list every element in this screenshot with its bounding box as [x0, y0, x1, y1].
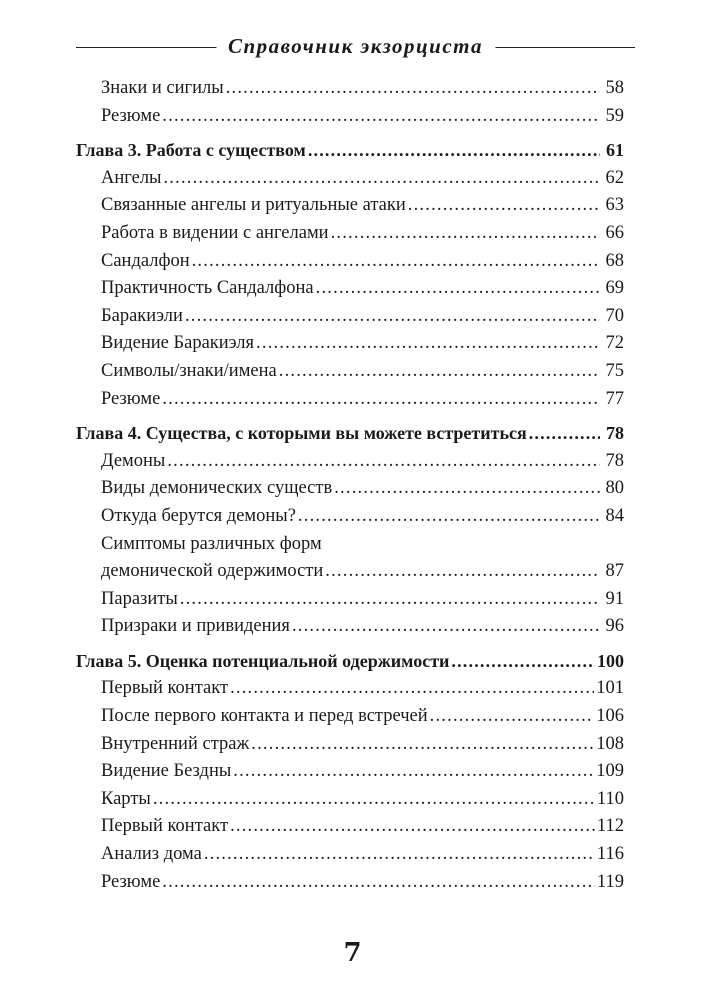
toc-entry-label: После первого контакта и перед встречей [101, 706, 428, 727]
toc-entry [76, 703, 624, 731]
toc-entry [76, 869, 624, 897]
toc-entry-page: 77 [605, 388, 624, 409]
dot-leader [451, 648, 595, 676]
toc-entry [76, 758, 624, 786]
dot-leader [279, 358, 600, 386]
dot-leader [153, 786, 595, 814]
toc-entry-page: 110 [596, 788, 624, 809]
toc-entry [76, 786, 624, 814]
dot-leader [251, 731, 594, 759]
toc-entry [76, 248, 624, 276]
dot-leader [529, 420, 600, 448]
toc-entry-label: Резюме [101, 871, 161, 892]
toc-entry-page: 109 [596, 761, 624, 782]
page-number: 7 [343, 938, 362, 968]
toc-entry [76, 165, 624, 193]
chapter-page: 100 [597, 650, 624, 671]
dot-leader [162, 103, 600, 131]
dot-leader [308, 137, 600, 165]
dot-leader [167, 448, 600, 476]
dot-leader [233, 758, 594, 786]
toc-entry-page: 119 [596, 871, 624, 892]
toc-entry-page: 80 [605, 478, 624, 499]
dot-leader [334, 475, 600, 503]
toc-entry-label: Внутренний страж [101, 733, 250, 754]
dot-leader [256, 330, 600, 358]
toc-entry [76, 613, 624, 641]
dot-leader [162, 386, 600, 414]
toc-entry-label: Карты [101, 788, 151, 809]
chapter-page: 78 [606, 423, 624, 444]
toc-entry [76, 386, 624, 414]
dot-leader [230, 813, 595, 841]
book-title: Справочник экзорциста [216, 34, 495, 59]
toc-entry [76, 303, 624, 331]
toc-entry-page: 59 [605, 105, 624, 126]
toc-entry-label: Демоны [101, 450, 166, 471]
toc-entry [76, 558, 624, 586]
toc-chapter-3 [76, 137, 624, 165]
toc-entry-label: Призраки и привидения [101, 616, 290, 637]
dot-leader [408, 192, 600, 220]
toc-entry-label: Первый контакт [101, 678, 229, 699]
dot-leader [316, 275, 600, 303]
toc-entry [76, 275, 624, 303]
toc-entry-label: Сандалфон [101, 250, 190, 271]
toc-entry-page: 116 [596, 844, 624, 865]
dot-leader [292, 613, 600, 641]
toc-entry-page: 58 [605, 78, 624, 98]
toc-entry-page: 63 [605, 195, 624, 216]
toc-entry-page: 112 [596, 816, 624, 837]
toc-entry-page: 70 [605, 305, 624, 326]
dot-leader [163, 165, 600, 193]
toc-entry-page: 72 [605, 333, 624, 354]
toc-entry-page: 96 [605, 616, 624, 637]
running-header [76, 30, 635, 66]
toc-entry-label: Резюме [101, 105, 161, 126]
toc-entry-page: 101 [596, 678, 624, 699]
dot-leader [325, 558, 600, 586]
dot-leader [430, 703, 595, 731]
toc-entry-label: Символы/знаки/имена [101, 360, 277, 381]
dot-leader [331, 220, 600, 248]
toc-entry-label: Видение Баракиэля [101, 333, 255, 354]
chapter-title: Глава 3. Работа с существом [76, 140, 306, 161]
toc-entry [76, 813, 624, 841]
toc-entry [76, 503, 624, 531]
toc-entry [76, 358, 624, 386]
dot-leader [230, 675, 594, 703]
toc-entry-first-line [76, 531, 624, 559]
toc-entry-label: Знаки и сигилы [101, 78, 224, 98]
toc-entry-page: 87 [605, 561, 624, 582]
toc-entry [76, 192, 624, 220]
toc-entry-label: Первый контакт [101, 816, 229, 837]
toc-entry-label: Практичность Сандалфона [101, 278, 314, 299]
toc-entry-page: 68 [605, 250, 624, 271]
toc-entry-label: демонической одержимости [101, 561, 324, 582]
toc-entry-page: 108 [596, 733, 624, 754]
toc-entry-label: Работа в видении с ангелами [101, 222, 329, 243]
toc-entry-page: 84 [605, 505, 624, 526]
toc-entry [76, 330, 624, 358]
toc-entry [76, 731, 624, 759]
toc-entry-page: 91 [605, 588, 624, 609]
dot-leader [226, 75, 600, 103]
toc-entry-label: Резюме [101, 388, 161, 409]
toc-entry-label: Откуда берутся демоны? [101, 505, 296, 526]
toc-entry [76, 841, 624, 869]
chapter-title: Глава 5. Оценка потенциальной одержимости [76, 650, 450, 671]
dot-leader [204, 841, 595, 869]
dot-leader [162, 869, 595, 897]
dot-leader [298, 503, 600, 531]
toc-entry [76, 586, 624, 614]
toc-entry-page: 69 [605, 278, 624, 299]
toc-entry [76, 220, 624, 248]
toc-entry-label: Видение Бездны [101, 761, 232, 782]
toc-entry [76, 448, 624, 476]
toc-entry-label: Анализ дома [101, 844, 202, 865]
toc-entry [76, 475, 624, 503]
toc-chapter-4 [76, 420, 624, 448]
toc-entry-label: Паразиты [101, 588, 178, 609]
toc-entry-label: Баракиэли [101, 305, 183, 326]
toc-entry-label: Симптомы различных форм [101, 533, 322, 554]
chapter-page: 61 [606, 140, 624, 161]
toc-entry [76, 675, 624, 703]
table-of-contents [76, 75, 624, 896]
toc-entry-page: 106 [596, 706, 624, 727]
toc-entry-label: Ангелы [101, 167, 162, 188]
dot-leader [180, 586, 600, 614]
toc-entry-label: Виды демонических существ [101, 478, 333, 499]
toc-entry-page: 66 [605, 222, 624, 243]
toc-entry-page: 62 [605, 167, 624, 188]
toc-entry [76, 75, 624, 103]
toc-entry-page: 75 [605, 360, 624, 381]
toc-entry-page: 78 [605, 450, 624, 471]
chapter-title: Глава 4. Существа, с которыми вы можете встретиться [76, 423, 527, 444]
dot-leader [192, 248, 600, 276]
dot-leader [185, 303, 600, 331]
toc-chapter-5 [76, 648, 624, 676]
toc-entry-label: Связанные ангелы и ритуальные атаки [101, 195, 406, 216]
toc-entry [76, 103, 624, 131]
